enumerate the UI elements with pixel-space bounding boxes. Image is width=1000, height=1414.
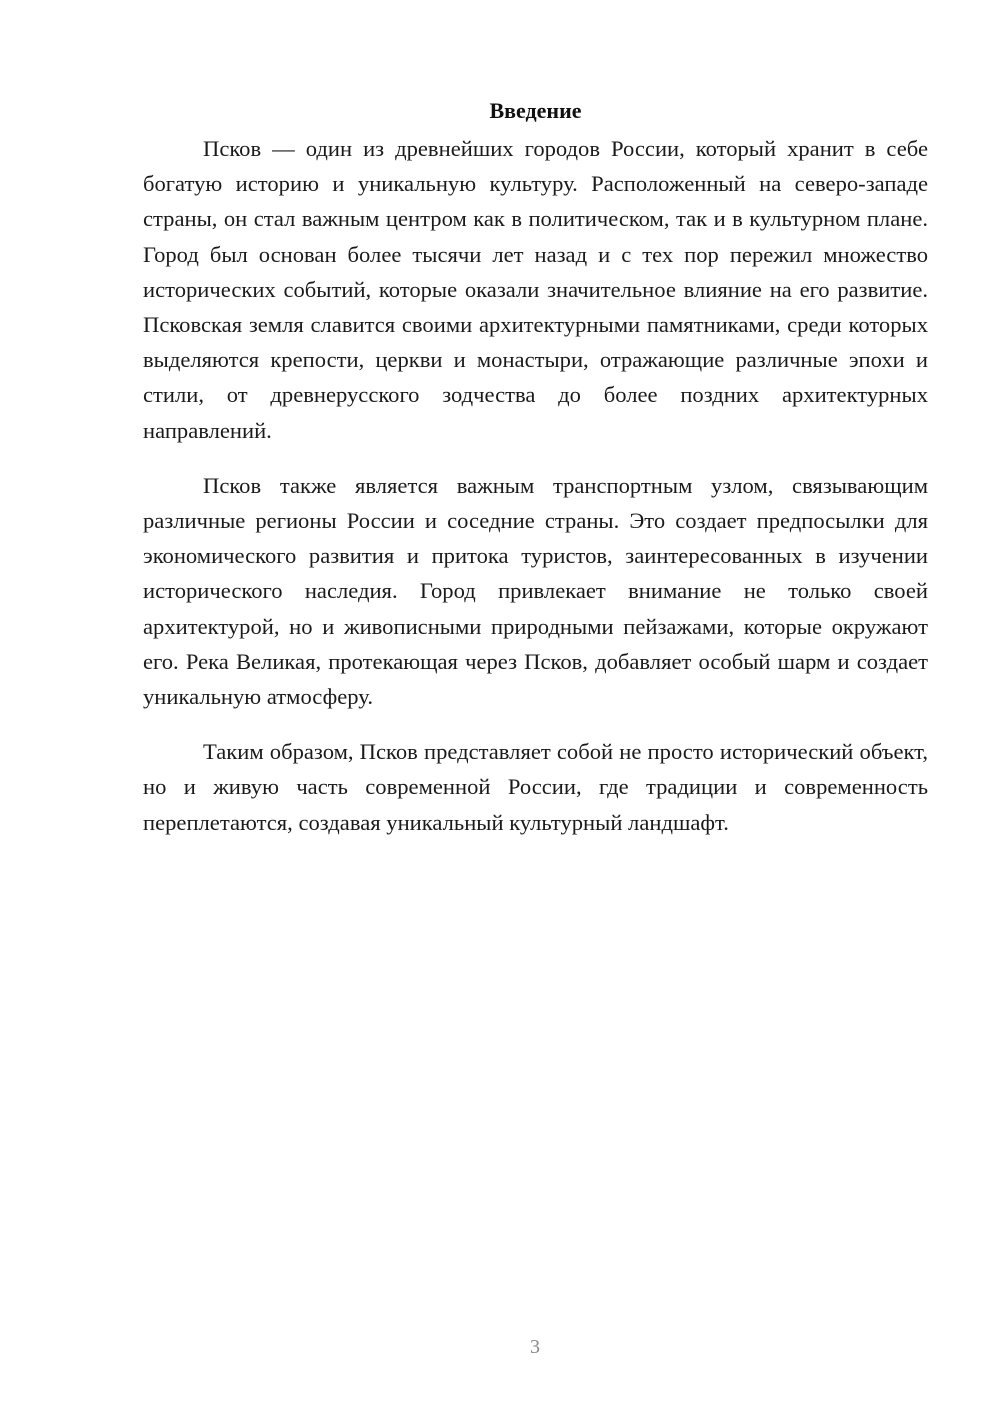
page-content	[143, 96, 928, 840]
paragraph-2: Псков также является важным транспортным узлом, связывающим различные регионы России и соседние страны. Это создает предпосылки для экономического развития и притока туристов, заинтересованных в изучении исторического наследия. Город привлекает внимание не только своей архитектурой, но и живописными природными пейзажами, которые окружают его. Река Великая, протекающая через Псков, добавляет особый шарм и создает уникальную атмосферу.	[143, 472, 928, 710]
paragraph-1: Псков — один из древнейших городов России, который хранит в себе богатую историю и уникальную культуру. Расположенный на северо-западе страны, он стал важным центром как в политическом, так и в культурном плане. Город был основан более тысячи лет назад и с тех пор пережил множество исторических событий, которые оказали значительное влияние на его развитие. Псковская земля славится своими архитектурными памятниками, среди которых выделяются крепости, церкви и монастыри, отражающие различные эпохи и стили, от древнерусского зодчества до более поздних архитектурных направлений.	[143, 136, 928, 443]
page-number: 3	[530, 1336, 540, 1358]
paragraph-3: Таким образом, Псков представляет собой не просто исторический объект, но и живую часть современной России, где традиции и современность переплетаются, создавая уникальный культурный ландшафт.	[143, 739, 928, 835]
section-title: Введение	[489, 98, 582, 123]
